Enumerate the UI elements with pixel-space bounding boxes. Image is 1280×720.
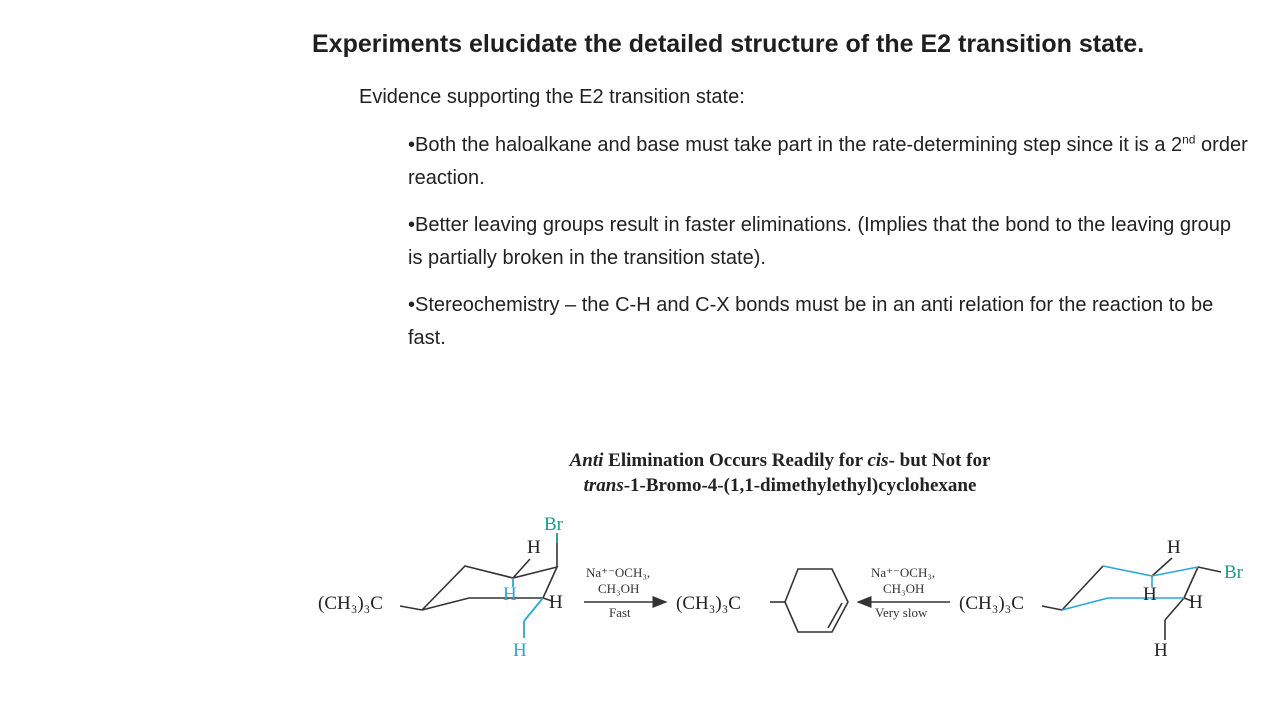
slow-reagent-line-1: Na⁺⁻OCH₃, xyxy=(871,565,936,580)
slide-title: Experiments elucidate the detailed structure of the E2 transition state. xyxy=(312,30,1145,58)
right-h-top: H xyxy=(1167,537,1181,558)
fast-reagent-line-2: CH₃OH xyxy=(598,581,640,596)
left-h-right: H xyxy=(549,592,563,613)
left-h-top: H xyxy=(527,537,541,558)
right-h-center: H xyxy=(1143,584,1157,605)
right-br-label: Br xyxy=(1224,562,1243,583)
evidence-heading: Evidence supporting the E2 transition state: xyxy=(359,86,745,108)
figure-title-anti: Anti xyxy=(569,450,604,471)
right-h-bottom: H xyxy=(1154,640,1168,661)
figure-title-trans: trans xyxy=(583,475,624,496)
fast-label: Fast xyxy=(609,605,631,620)
figure-title-end-1: - but Not for xyxy=(888,450,991,471)
left-br-label: Br xyxy=(544,514,563,535)
slow-reagent-line-2: CH₃OH xyxy=(883,581,925,596)
left-h-center: H xyxy=(503,584,517,605)
bullet-leaving-groups: •Better leaving groups result in faster eliminations. (Implies that the bond to the leaving group is partially broken in the transition state). xyxy=(408,214,1232,269)
bullet-1-tail: order reaction. xyxy=(408,134,1248,189)
figure-title-rest-1: Elimination Occurs Readily for xyxy=(603,450,868,471)
axial-h-bond-lower xyxy=(524,598,543,621)
right-h-right: H xyxy=(1189,592,1203,613)
cyclohexene-ring xyxy=(770,569,848,632)
figure-title-rest-2: -1-Bromo-4-(1,1-dimethylethyl)cyclohexane xyxy=(623,475,977,496)
left-tbutyl-label: (CH₃)₃C xyxy=(318,593,383,614)
bullet-stereochemistry: •Stereochemistry – the C-H and C-X bonds must be in an anti relation for the reaction to be fast. xyxy=(408,294,1214,349)
ordinal-superscript: nd xyxy=(1182,132,1196,147)
fast-reagent-line-1: Na⁺⁻OCH₃, xyxy=(586,565,651,580)
product-tbutyl-label: (CH₃)₃C xyxy=(676,593,741,614)
figure-title-cis: cis xyxy=(867,450,889,471)
bullet-1-text: •Both the haloalkane and base must take part in the rate-determining step since it is a 2 xyxy=(408,134,1183,156)
left-h-bottom: H xyxy=(513,640,527,661)
very-slow-label: Very slow xyxy=(875,605,928,620)
right-tbutyl-label: (CH₃)₃C xyxy=(959,593,1024,614)
